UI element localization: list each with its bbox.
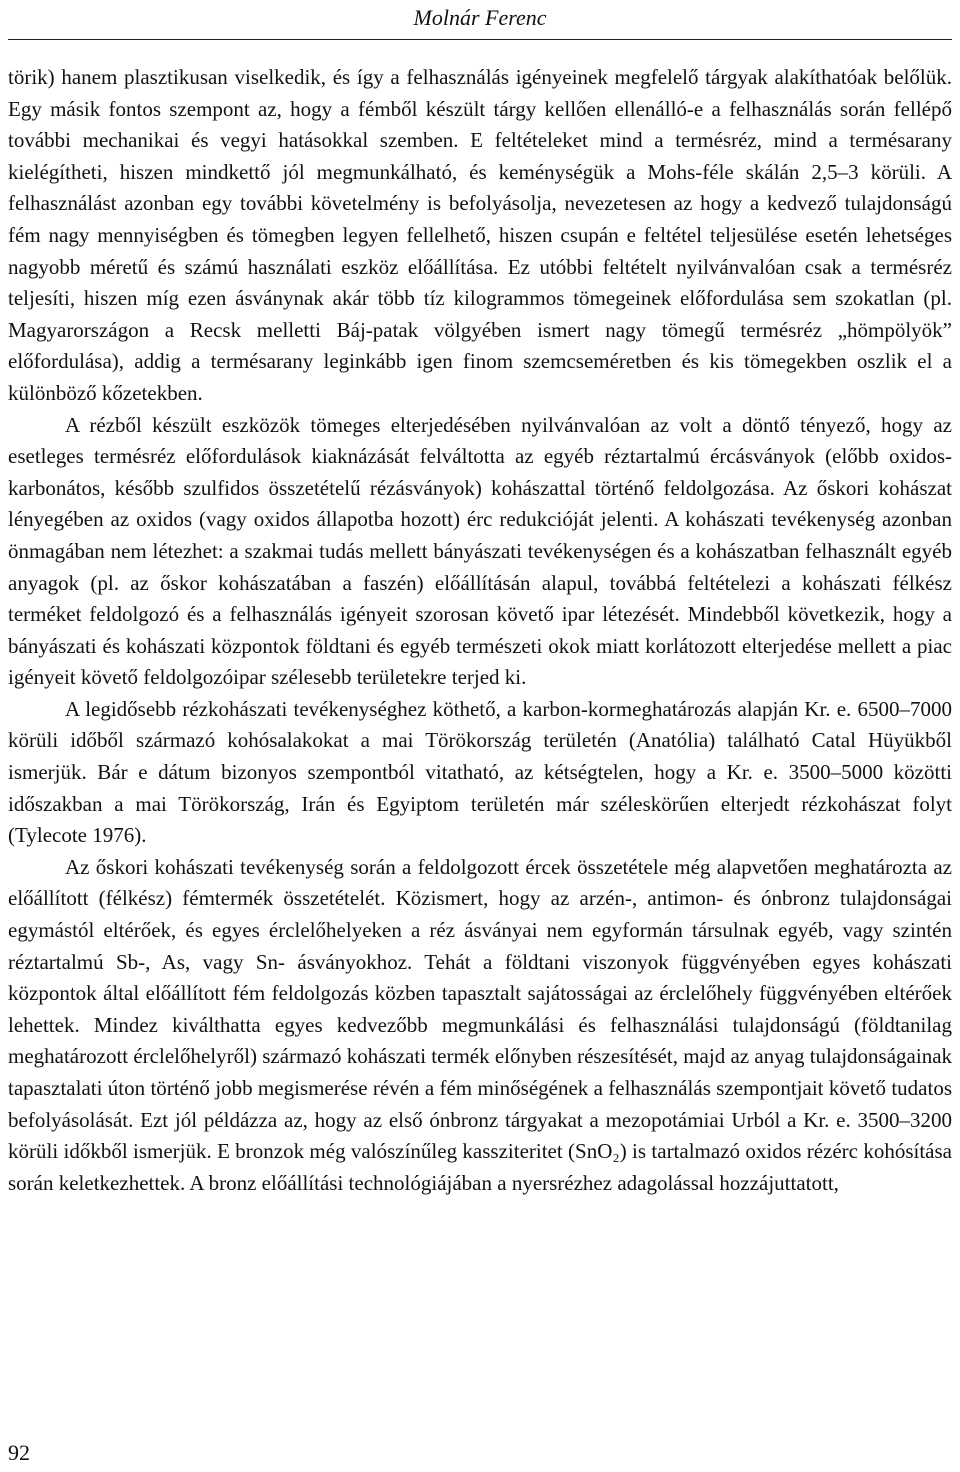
paragraph: A rézből készült eszközök tömeges elterjedésében nyilvánvalóan az volt a döntő tényező, hogy az esetleges termésréz előfordulások kiaknázását felváltotta az egyéb réztartalmú ércásványok (előbb oxidos-karbonátos, később szulfidos összetételű rézásványok) kohászattal történő feldolgozása. Az őskori kohászat lényegében az oxidos (vagy oxidos állapotba hozott) érc redukcióját jelenti. A kohászati tevékenység azonban önmagában nem létezhet: a szakmai tudás mellett bányászati tevékenységen és a kohászatban felhasznált egyéb anyagok (pl. az őskor kohászatában a faszén) előállításán alapul, továbbá feltételezi a kohászati félkész terméket feldolgozó és a felhasználás igényeit szorosan követő ipar létezését. Mindebből következik, hogy a bányászati és kohászati központok földtani és egyéb természeti okok miatt korlátozott elterjedése mellett a piac igényeit követő feldolgozóipar szélesebb területekre terjed ki. — [8, 412, 952, 690]
running-header-author: Molnár Ferenc — [413, 5, 547, 30]
paragraph: Az őskori kohászati tevékenység során a feldolgozott ércek összetétele még alapvetően meghatározta az előállított (félkész) fémtermék összetételét. Közismert, hogy az arzén-, antimon- és ónbronz tulajdonságai egymástól eltérőek, és egyes érclelőhelyeken a réz ásványai nem egyformán társulnak egyéb, vagy szintén réztartalmú Sb-, As, vagy Sn- ásványokhoz. Tehát a földtani viszonyok függvényében egyes kohászati központok által előállított fém feldolgozás közben tapasztalt sajátosságai az érclelőhely függvényében eltérőek lehettek. Mindez kiválthatta egyes kedvezőbb megmunkálási és felhasználási tulajdonságú (földtanilag meghatározott érclelőhelyről) származó kohászati termék előnyben részesítését, majd az anyag tulajdonságainak tapasztalati úton történő jobb megismerése révén a fém minőségének a felhasználás szempontjait követő tudatos befolyásolását. Ezt jól példázza az, hogy az első ónbronz tárgyakat a mezopotámiai Urból a Kr. e. 3500–3200 körüli időkből ismerjük. E bronzok még valószínűleg kassziteritet (SnO₂) is tartalmazó oxidos rézérc kohósítása során keletkezhettek. A bronz előállítási technológiájában a nyersrézhez adagolással hozzájuttatott, — [8, 854, 953, 1195]
paragraph-continued: törik) hanem plasztikusan viselkedik, és így a felhasználás igényeinek megfelelő tárgyak alakíthatóak belőlük. Egy másik fontos szempont az, hogy a fémből készült tárgy kellően ellenálló-e a felhasználás során fellépő további mechanikai és vegyi hatásokkal szemben. E feltételeket mind a termésréz, mind a termésarany kielégítheti, hiszen mindkettő jól megmunkálható, és keménységük a Mohs-féle skálán 2,5–3 körüli. A felhasználást azonban egy további követelmény is befolyásolja, nevezetesen az hogy a kedvező tulajdonságú fém nagy mennyiségben és tömegben legyen fellelhető, hiszen csupán e feltétel teljesülése esetén lehetséges nagyobb méretű és számú használati eszköz előállítása. Ez utóbbi feltételt nyilvánvalóan csak a termésréz teljesíti, hiszen míg ezen ásványnak akár több tíz kilogrammos tömegeinek előfordulása sem szokatlan (pl. Magyarországon a Recsk melletti Báj-patak völgyében ismert nagy tömegű termésréz „hömpölyök” előfordulása), addig a termésarany leginkább igen finom szemcseméretben és kis tömegekben oszlik el a különböző kőzetekben. — [8, 65, 952, 405]
page-number: 92 — [8, 1440, 30, 1465]
paragraph: A legidősebb rézkohászati tevékenységhez köthető, a karbon-kormeghatározás alapján Kr. e. 6500–7000 körüli időből származó kohósalakokat a mai Törökország területén (Anatólia) található Catal Hüyükből ismerjük. Bár e dátum bizonyos szempontból vitatható, az kétségtelen, hogy a Kr. e. 3500–5000 közötti időszakban a mai Törökország, Irán és Egyiptom területén már széleskörűen elterjedt rézkohászat folyt (Tylecote 1976). — [8, 696, 952, 848]
body-text — [8, 62, 952, 1199]
header-rule — [8, 39, 952, 40]
